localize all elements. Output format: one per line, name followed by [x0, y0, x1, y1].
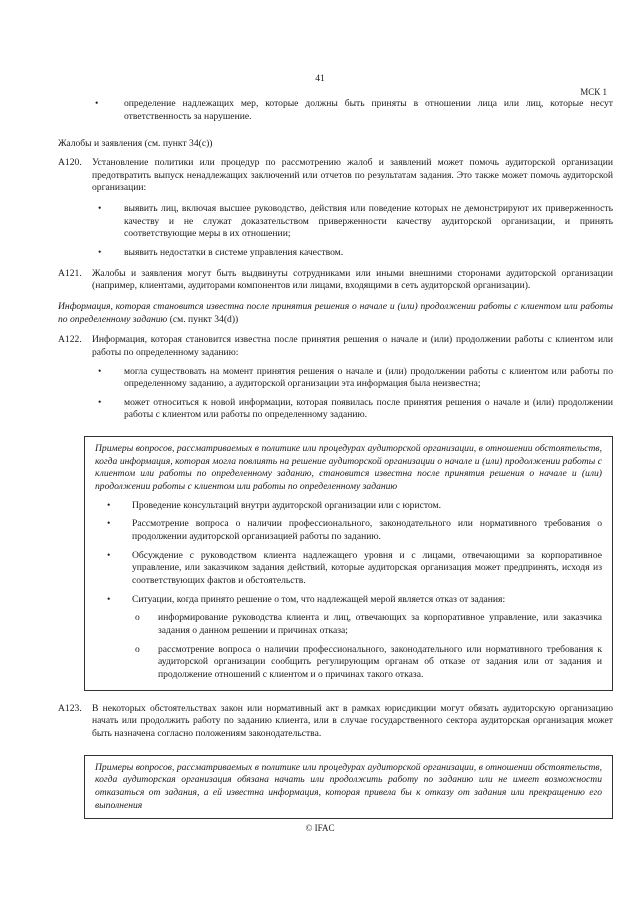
bullet-icon: •: [107, 593, 111, 605]
bullet-icon: •: [98, 202, 102, 214]
examples-box-post-acceptance: [84, 436, 613, 691]
section-heading-complaints: Жалобы и заявления (см. пункт 34(c)): [58, 138, 213, 150]
list-item: [95, 550, 602, 588]
paragraph-number: A123.: [58, 702, 82, 714]
box-title: Примеры вопросов, рассматриваемых в политике или процедурах аудиторской организации, в отношении обстоятельств, когда информация, которая могла повлиять на решение аудиторской организации о начале и (или) продолжении работы с клиентом или работы по определенному заданию, становится известна после принятия решения о начале и (или) продолжении работы с клиентом или работы по определенному заданию: [95, 443, 602, 493]
paragraph-a121: [58, 268, 613, 293]
list-item: [58, 98, 613, 123]
heading-reference: (см. пункт 34(d)): [169, 313, 239, 325]
footer-copyright: © IFAC: [305, 823, 335, 833]
bullet-icon: •: [95, 98, 99, 109]
list-item: [58, 366, 613, 391]
paragraph-number: A121.: [58, 267, 82, 279]
paragraph-a120: [58, 157, 613, 195]
bullet-icon: •: [98, 396, 102, 408]
paragraph-a123: [58, 703, 613, 741]
paragraph-text: Жалобы и заявления могут быть выдвинуты сотрудниками или иными внешними сторонами аудиторской организации (например, клиентами, аудиторами компонентов или лицами, входящими в сеть аудиторской организации).: [92, 267, 613, 292]
examples-box-mandatory-engagement: [84, 755, 613, 820]
list-item: [58, 247, 613, 260]
bullet-text: Обсуждение с руководством клиента надлежащего уровня и с лицами, отвечающими за корпоративное управление, или заказчиком задания действий, которые аудиторская организация может предпринять, исходя из соответствующих фактов и обстоятельств.: [132, 549, 602, 587]
sub-bullet-text: рассмотрение вопроса о наличии профессионального, законодательного или нормативного требования к аудиторской организации сообщить регулирующим органам об отказе от задания или от задания и продолжение отношений с клиентом и о причинах такого отказа.: [158, 643, 602, 680]
bullet-icon: •: [107, 518, 111, 530]
bullet-text: определение надлежащих мер, которые должны быть приняты в отношении лица или лиц, которые несут ответственность за нарушение.: [124, 98, 613, 122]
list-item: [58, 203, 613, 241]
list-item: [95, 500, 602, 513]
bullet-icon: •: [98, 365, 102, 377]
paragraph-text: Установление политики или процедур по рассмотрению жалоб и заявлений может помочь аудиторской организации предотвратить выпуск ненадлежащих заключений или отчетов по результатам задания. Это также может помочь аудиторской организации:: [92, 156, 613, 194]
box-title: Примеры вопросов, рассматриваемых в политике или процедурах аудиторской организации, в отношении обстоятельств, когда аудиторская организация обязана начать или продолжить работу по заданию или не имеет возможности отказаться от задания, а ей известна информация, которая привела бы к отказу от задания или прекращению его выполнения: [95, 761, 602, 811]
page-content: [58, 98, 613, 819]
sub-list-item: [95, 612, 602, 637]
bullet-text: может относиться к новой информации, которая появилась после принятия решения о начале и (или) продолжении работы с клиентом или работы по определенному заданию.: [124, 396, 613, 421]
bullet-text: Проведение консультаций внутри аудиторской организации или с юристом.: [132, 499, 441, 511]
list-item: [58, 397, 613, 422]
bullet-text: Рассмотрение вопроса о наличии профессионального, законодательного или нормативного требования о продолжении аудиторской организацией работы по заданию.: [132, 518, 602, 543]
paragraph-number: A120.: [58, 156, 82, 168]
list-item: [95, 594, 602, 607]
paragraph-text: Информация, которая становится известна после принятия решения о начале и (или) продолжении работы с клиентом или работы по определенному заданию:: [92, 334, 613, 358]
section-heading-post-acceptance: [58, 301, 613, 326]
paragraph-number: A122.: [58, 334, 82, 346]
list-item: [95, 518, 602, 543]
sub-bullet-text: информирование руководства клиента и лиц, отвечающих за корпоративное управление, или заказчика задания о данном решении и причинах отказа;: [158, 612, 602, 636]
circle-bullet-icon: o: [135, 612, 140, 624]
paragraph-a122: [58, 334, 613, 359]
page-number: 41: [315, 73, 325, 84]
paragraph-text: В некоторых обстоятельствах закон или нормативный акт в рамках юрисдикции могут обязать аудиторскую организацию начать или продолжить работу по заданию клиента, или в случае государственного сектора аудиторская организация может быть назначена согласно положениям законодательства.: [92, 702, 613, 739]
bullet-text: могла существовать на момент принятия решения о начале и (или) продолжении работы с клиентом или работы по определенному заданию, а аудиторской организации эта информация была неизвестна;: [124, 365, 613, 390]
bullet-text: Ситуации, когда принято решение о том, что надлежащей мерой является отказ от задания:: [132, 593, 506, 605]
bullet-icon: •: [107, 549, 111, 561]
bullet-icon: •: [107, 499, 111, 511]
heading-italic-text: Информация, которая становится известна после принятия решения о начале и (или) продолжении работы с клиентом или работы по определенному заданию: [58, 300, 613, 325]
bullet-text: выявить недостатки в системе управления качеством.: [124, 246, 344, 258]
circle-bullet-icon: o: [135, 643, 140, 655]
bullet-icon: •: [98, 246, 102, 258]
document-code: МСК 1: [580, 87, 607, 97]
bullet-text: выявить лиц, включая высшее руководство, действия или поведение которых не демонстрируют их приверженность качеству и не служат доказательством приверженности качеству аудиторской организации, и принять соответствующие меры в их отношении;: [124, 202, 613, 240]
sub-list-item: [95, 644, 602, 682]
